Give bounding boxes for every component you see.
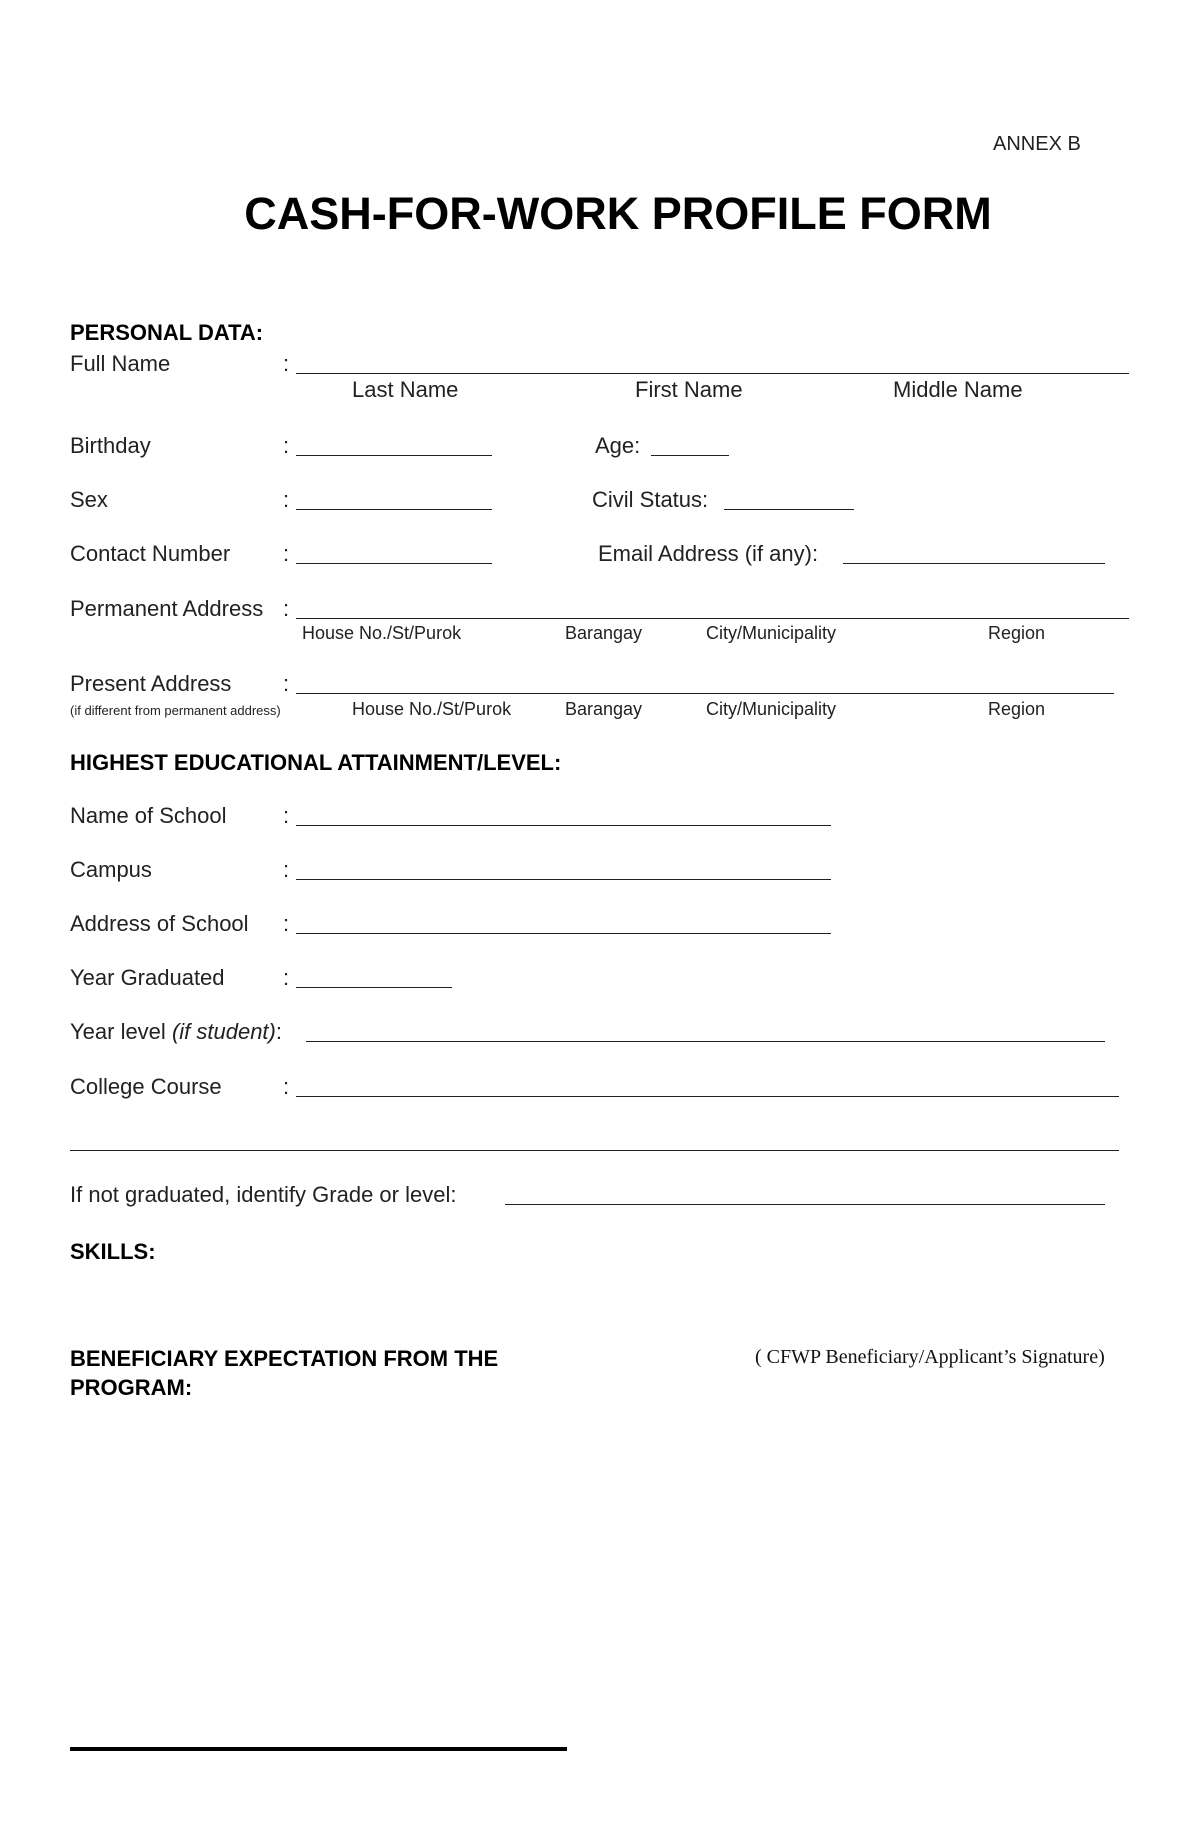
school-name-label: Name of School [70, 803, 227, 828]
college-course-colon: : [283, 1074, 290, 1099]
campus-field[interactable] [296, 879, 831, 880]
email-field[interactable] [843, 563, 1105, 564]
sex-colon: : [283, 487, 290, 512]
contact-number-label: Contact Number [70, 541, 231, 566]
college-course-field[interactable] [296, 1096, 1119, 1097]
college-course-label: College Course [70, 1074, 222, 1099]
year-level-note: (if student) [171, 1019, 276, 1044]
signature-line[interactable] [70, 1747, 567, 1751]
college-course-field-continued[interactable] [70, 1150, 1119, 1151]
birthday-label: Birthday [70, 433, 151, 458]
not-graduated-label: If not graduated, identify Grade or level: [70, 1182, 457, 1207]
permanent-region-caption: Region [988, 623, 1046, 643]
full-name-colon: : [283, 351, 290, 376]
present-address-field[interactable] [296, 693, 1114, 694]
permanent-address-field[interactable] [296, 618, 1129, 619]
contact-number-colon: : [283, 541, 290, 566]
age-label: Age: [595, 433, 641, 458]
school-address-colon: : [283, 911, 290, 936]
skills-heading: SKILLS: [70, 1239, 156, 1264]
present-city-caption: City/Municipality [706, 699, 837, 719]
permanent-address-label: Permanent Address [70, 596, 264, 621]
campus-label: Campus [70, 857, 152, 882]
personal-data-heading: PERSONAL DATA: [70, 320, 264, 345]
annex-label: ANNEX B [993, 133, 1081, 155]
birthday-field[interactable] [296, 455, 492, 456]
year-graduated-field[interactable] [296, 987, 452, 988]
present-barangay-caption: Barangay [565, 699, 643, 719]
not-graduated-field[interactable] [505, 1204, 1105, 1205]
year-graduated-colon: : [283, 965, 290, 990]
civil-status-label: Civil Status: [592, 487, 709, 512]
education-heading: HIGHEST EDUCATIONAL ATTAINMENT/LEVEL: [70, 750, 562, 775]
present-region-caption: Region [988, 699, 1046, 719]
contact-number-field[interactable] [296, 563, 492, 564]
sex-field[interactable] [296, 509, 492, 510]
campus-colon: : [283, 857, 290, 882]
full-name-field[interactable] [296, 373, 1129, 374]
birthday-colon: : [283, 433, 290, 458]
permanent-house-caption: House No./St/Purok [302, 623, 462, 643]
present-address-colon: : [283, 671, 290, 696]
year-level-label: Year level (if student): [70, 1019, 282, 1044]
permanent-city-caption: City/Municipality [706, 623, 837, 643]
permanent-barangay-caption: Barangay [565, 623, 643, 643]
school-name-colon: : [283, 803, 290, 828]
year-level-field[interactable] [306, 1041, 1105, 1042]
civil-status-field[interactable] [724, 509, 854, 510]
present-address-note: (if different from permanent address) [70, 703, 281, 718]
signature-caption: ( CFWP Beneficiary/Applicant’s Signature) [755, 1346, 1105, 1368]
year-graduated-label: Year Graduated [70, 965, 225, 990]
form-title: CASH-FOR-WORK PROFILE FORM [244, 188, 992, 239]
age-field[interactable] [651, 455, 729, 456]
sex-label: Sex [70, 487, 108, 512]
full-name-label: Full Name [70, 351, 171, 376]
first-name-caption: First Name [635, 377, 743, 402]
email-label: Email Address (if any): [598, 541, 819, 566]
school-address-label: Address of School [70, 911, 249, 936]
school-address-field[interactable] [296, 933, 831, 934]
expectation-heading-line2: PROGRAM: [70, 1375, 193, 1400]
last-name-caption: Last Name [352, 377, 459, 402]
middle-name-caption: Middle Name [893, 377, 1023, 402]
expectation-heading-line1: BENEFICIARY EXPECTATION FROM THE [70, 1346, 499, 1371]
permanent-address-colon: : [283, 596, 290, 621]
school-name-field[interactable] [296, 825, 831, 826]
present-house-caption: House No./St/Purok [352, 699, 512, 719]
present-address-label: Present Address [70, 671, 232, 696]
